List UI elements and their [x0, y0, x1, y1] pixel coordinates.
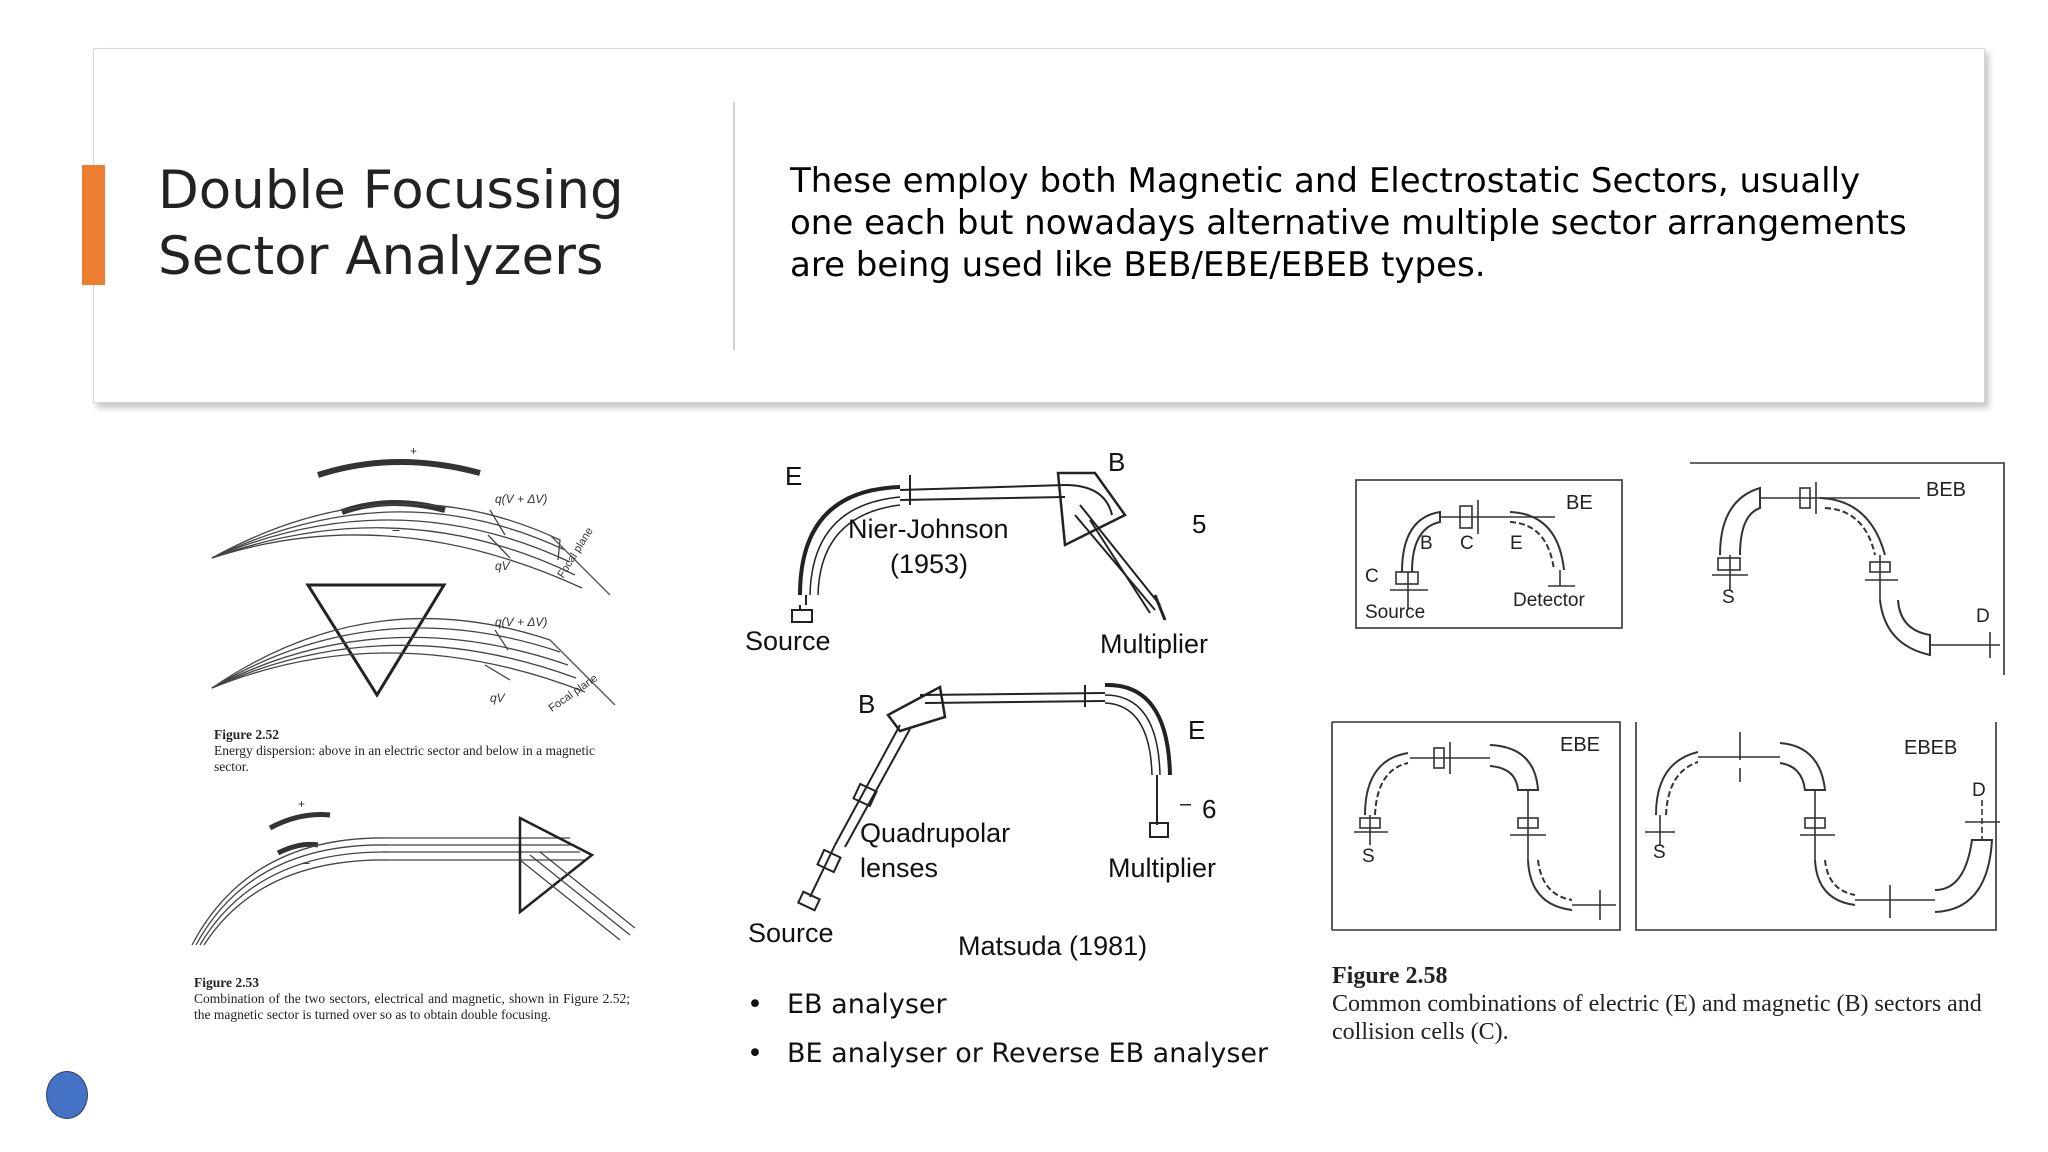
nj-multiplier: Multiplier — [1100, 629, 1209, 659]
matsuda-name: Matsuda (1981) — [958, 931, 1148, 961]
header-divider — [733, 102, 735, 350]
beb-title: BEB — [1926, 479, 1967, 501]
bullet-item: • EB analyser — [747, 989, 947, 1020]
minus-sign-2: − — [302, 855, 311, 871]
ebeb-label-s: S — [1653, 842, 1666, 863]
bullet-text: EB analyser — [787, 989, 947, 1020]
sector-combinations-svg — [1320, 460, 2010, 940]
figure-2-58-caption: Common combinations of electric (E) and magnetic (B) sectors and collision cells (C). — [1332, 991, 1982, 1045]
bullet-text: BE analyser or Reverse EB analyser — [787, 1038, 1269, 1069]
figure-2-53-caption: Combination of the two sectors, electrical and magnetic, shown in Figure 2.52; the magnetic sector is turned over so as to obtain double focusing. — [194, 991, 630, 1022]
slide-marker-circle — [46, 1071, 88, 1119]
figure-2-52-label: Figure 2.52 — [214, 727, 279, 742]
plus-sign-2: + — [298, 797, 306, 811]
be-label-b: B — [1420, 533, 1433, 554]
ebeb-title: EBEB — [1904, 737, 1958, 759]
ebe-label-s: S — [1362, 846, 1375, 867]
ebe-title: EBE — [1560, 734, 1601, 756]
be-label-e: E — [1510, 533, 1523, 554]
be-source: Source — [1365, 602, 1426, 623]
bullet-item: • BE analyser or Reverse EB analyser — [747, 1038, 1269, 1069]
matsuda-lens-line-1: Quadrupolar — [860, 818, 1011, 848]
slide-title-line-2: Sector Analyzers — [158, 226, 604, 287]
label-focal-plane-2: Focal plane — [546, 672, 601, 715]
beb-label-d: D — [1976, 606, 1990, 627]
caption-figure-2-58 — [1332, 962, 2012, 1046]
be-label-c-left: C — [1365, 566, 1379, 587]
matsuda-lens-line-2: lenses — [860, 853, 939, 883]
figure-energy-dispersion — [190, 440, 650, 960]
matsuda-label-b: B — [858, 689, 876, 719]
be-detector: Detector — [1513, 590, 1585, 611]
nj-label-e: E — [785, 461, 803, 491]
matsuda-label-e: E — [1188, 715, 1206, 745]
figure-sector-combinations — [1320, 460, 2010, 940]
matsuda-number: 6 — [1202, 794, 1217, 824]
nj-number: 5 — [1192, 509, 1207, 539]
label-qv-2: qV — [490, 691, 505, 705]
svg-text:–: – — [1180, 793, 1192, 815]
ebeb-label-d: D — [1972, 780, 1986, 801]
label-qv-dv-1: q(V + ΔV) — [495, 492, 548, 506]
figure-2-58-label: Figure 2.58 — [1332, 963, 1448, 989]
label-qv-1: qV — [495, 559, 510, 573]
figure-nier-johnson-matsuda — [740, 445, 1260, 965]
slide-title-line-1: Double Focussing — [158, 160, 624, 221]
intro-paragraph: These employ both Magnetic and Electrostatic Sectors, usually one each but nowadays alternative multiple sector arrangements are being used like BEB/EBE/EBEB types. — [790, 161, 1907, 285]
nj-source: Source — [745, 626, 831, 656]
nj-label-b: B — [1108, 447, 1126, 477]
figure-2-52-caption: Energy dispersion: above in an electric sector and below in a magnetic sector. — [214, 743, 595, 774]
label-qv-dv-2: q(V + ΔV) — [495, 615, 548, 629]
analyser-bullet-list — [745, 985, 1268, 1083]
beb-label-s: S — [1722, 587, 1735, 608]
title-accent-bar — [82, 165, 105, 285]
matsuda-multiplier: Multiplier — [1108, 853, 1217, 883]
energy-dispersion-svg — [190, 440, 650, 960]
label-focal-plane-1: Focal plane — [555, 525, 596, 581]
caption-figure-2-53 — [194, 975, 630, 1023]
plus-sign-1: + — [410, 444, 418, 458]
figure-2-53-label: Figure 2.53 — [194, 975, 259, 990]
be-label-c: C — [1460, 533, 1474, 554]
matsuda-source: Source — [748, 918, 834, 948]
be-title: BE — [1566, 492, 1593, 514]
minus-sign-1: − — [392, 522, 401, 538]
caption-figure-2-52 — [214, 727, 624, 775]
slide-title — [158, 158, 718, 290]
nier-johnson-matsuda-svg — [740, 445, 1260, 965]
nj-year: (1953) — [890, 549, 969, 579]
nj-name: Nier-Johnson — [848, 514, 1009, 544]
